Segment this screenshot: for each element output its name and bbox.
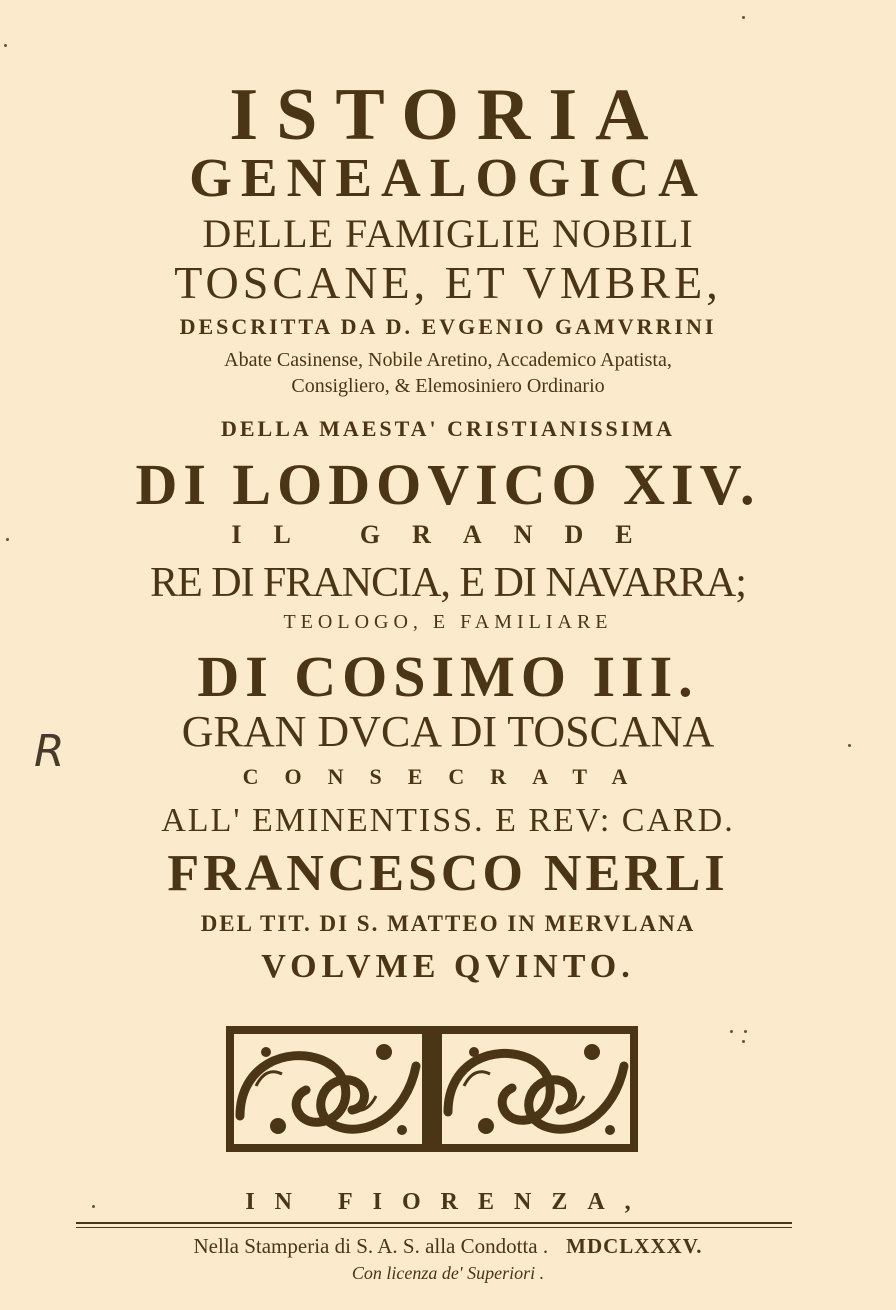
author-line: DESCRITTA DA D. EVGENIO GAMVRRINI <box>179 314 717 339</box>
king-epithet: IL GRANDE <box>231 520 665 549</box>
king-realms: RE DI FRANCIA, E DI NAVARRA; <box>150 560 746 606</box>
volume-line: VOLVME QVINTO. <box>261 948 635 985</box>
paper-speck <box>848 744 851 747</box>
title-istoria: ISTORIA <box>229 74 667 156</box>
consecrata-line: CONSECRATA <box>242 764 654 789</box>
paper-speck <box>730 1030 733 1033</box>
paper-speck <box>4 44 7 47</box>
title-delle-famiglie: DELLE FAMIGLIE NOBILI <box>202 211 694 256</box>
imprint-place: IN FIORENZA, <box>245 1189 651 1215</box>
author-titles-1: Abate Casinense, Nobile Aretino, Accademico Apatista, <box>224 349 672 371</box>
paper-speck <box>742 1040 745 1043</box>
theologian-line: TEOLOGO, E FAMILIARE <box>283 611 613 633</box>
imprint-printer: Nella Stamperia di S. A. S. alla Condotta . <box>193 1234 549 1258</box>
cardinal-title: DEL TIT. DI S. MATTEO IN MERVLANA <box>200 911 696 936</box>
author-titles-2: Consigliero, & Elemosiniero Ordinario <box>291 375 605 397</box>
paper-speck <box>6 538 9 541</box>
cardinal-name: FRANCESCO NERLI <box>167 845 729 902</box>
imprint-rule <box>76 1222 792 1224</box>
imprint-rule-thin <box>76 1227 792 1228</box>
duke-title: GRAN DVCA DI TOSCANA <box>181 707 715 756</box>
title-genealogica: GENEALOGICA <box>189 147 707 208</box>
imprint-printer-line <box>0 1236 896 1257</box>
handwritten-margin-note: R <box>34 726 65 777</box>
paper-speck <box>92 1205 95 1208</box>
imprint-license: Con licenza de' Superiori . <box>351 1263 545 1283</box>
king-name: DI LODOVICO XIV. <box>135 452 761 517</box>
paper-speck <box>744 1030 747 1033</box>
printers-ornament-icon <box>226 1026 638 1152</box>
paper-speck <box>742 16 745 19</box>
imprint-year: MDCLXXXV. <box>566 1234 703 1258</box>
dedication-line: ALL' EMINENTISS. E REV: CARD. <box>161 802 735 839</box>
majesty-line: DELLA MAESTA' CRISTIANISSIMA <box>220 416 675 441</box>
duke-name: DI COSIMO III. <box>197 644 699 709</box>
title-toscane: TOSCANE, ET VMBRE, <box>174 257 722 308</box>
